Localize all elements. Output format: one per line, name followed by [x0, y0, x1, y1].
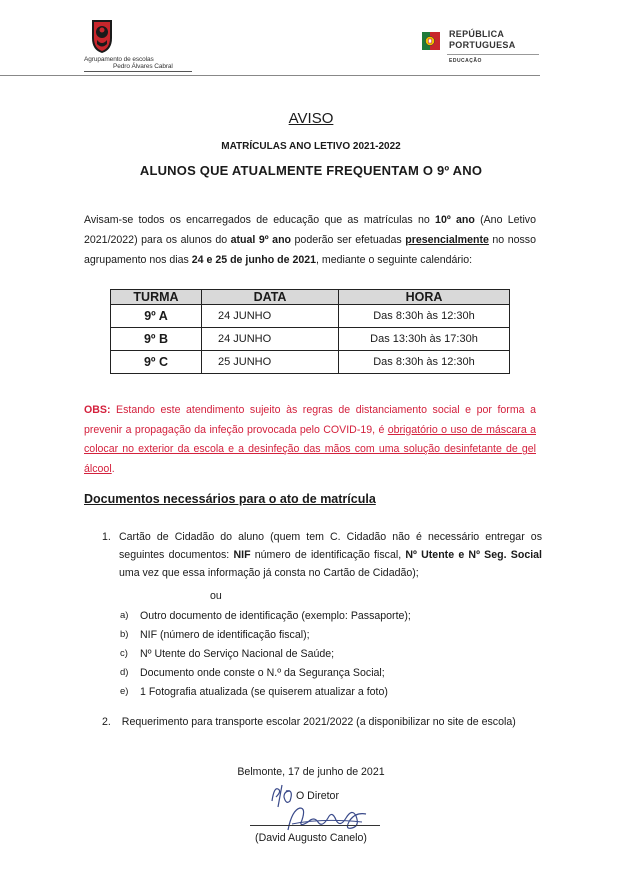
signature-scribble-icon: [282, 800, 372, 834]
cell-data: 24 JUNHO: [202, 328, 339, 351]
republic-emblem-icon: [420, 30, 442, 52]
intro-paragraph: Avisam-se todos os encarregados de educação que as matrículas no 10º ano (Ano Letivo 2021/2022) para os alunos do atual 9º ano poderão ser efetuadas presencialmente no nosso agrupamento nos dias 24 e 25 de junho de 2021, mediante o seguinte calendário:: [84, 214, 536, 266]
list-item: [120, 647, 334, 661]
item-letter: a): [120, 610, 129, 621]
cell-hora: Das 8:30h às 12:30h: [339, 305, 510, 328]
header-divider: [0, 75, 540, 76]
cell-turma: 9º B: [111, 328, 202, 351]
list-item: [120, 685, 388, 699]
republic-line2: PORTUGUESA: [449, 40, 516, 50]
cell-data: 24 JUNHO: [202, 305, 339, 328]
header-turma: TURMA: [111, 290, 202, 305]
school-logo-icon: [88, 18, 116, 54]
list-item: [102, 716, 516, 728]
item-number: 1.: [102, 531, 111, 543]
item-text: Requerimento para transporte escolar 2021/2022 (a disponibilizar no site de escola): [121, 716, 516, 728]
signature-line: [250, 825, 380, 826]
item-text: Outro documento de identificação (exemplo: Passaporte);: [140, 610, 411, 622]
list-item: [120, 628, 310, 642]
schedule-table: [110, 289, 510, 374]
item-letter: c): [120, 648, 128, 659]
cell-data: 25 JUNHO: [202, 351, 339, 374]
list-item: [102, 528, 542, 582]
signature-date: Belmonte, 17 de junho de 2021: [237, 766, 385, 778]
item-text: NIF (número de identificação fiscal);: [140, 629, 310, 641]
subtitle-enrollment: MATRÍCULAS ANO LETIVO 2021-2022: [221, 141, 401, 152]
table-row: [111, 351, 510, 374]
school-name-line1: Agrupamento de escolas: [84, 56, 154, 63]
school-divider: [84, 71, 192, 72]
item-text: Nº Utente do Serviço Nacional de Saúde;: [140, 648, 335, 660]
education-divider: [447, 54, 539, 55]
header-data: DATA: [202, 290, 339, 305]
header-hora: HORA: [339, 290, 510, 305]
table-row: [111, 328, 510, 351]
education-label: EDUCAÇÃO: [449, 58, 482, 64]
item-letter: e): [120, 686, 129, 697]
obs-notice: OBS: Estando este atendimento sujeito às regras de distanciamento social e por forma a prevenir a propagação da infeção provocada pelo COVID-19, é obrigatório o uso de máscara a colocar no exterior da escola e a desinfeção das mãos com uma solução desinfetante de gel álcool.: [84, 404, 536, 475]
item-letter: d): [120, 667, 129, 678]
signature-role: O Diretor: [296, 790, 339, 802]
item-letter: b): [120, 629, 129, 640]
documents-heading: Documentos necessários para o ato de matrícula: [84, 492, 376, 506]
table-row: [111, 305, 510, 328]
list-item: [120, 666, 385, 680]
or-separator: ou: [210, 590, 222, 602]
subtitle-students: ALUNOS QUE ATUALMENTE FREQUENTAM O 9º ANO: [139, 163, 483, 178]
cell-turma: 9º A: [111, 305, 202, 328]
school-name-line2: Pedro Álvares Cabral: [113, 63, 173, 70]
cell-turma: 9º C: [111, 351, 202, 374]
obs-label: OBS:: [84, 404, 111, 416]
director-name: (David Augusto Canelo): [255, 832, 367, 844]
republic-line1: REPÚBLICA: [449, 29, 505, 39]
item-text: Cartão de Cidadão do aluno (quem tem C. Cidadão não é necessário entregar os seguintes documentos: NIF número de identificação fiscal, Nº Utente e Nº Seg. Social uma vez que essa informação já consta no Cartão de Cidadão);: [119, 531, 542, 579]
item-text: 1 Fotografia atualizada (se quiserem atualizar a foto): [140, 686, 388, 698]
table-header-row: [111, 290, 510, 305]
cell-hora: Das 8:30h às 12:30h: [339, 351, 510, 374]
page-title: AVISO: [288, 110, 334, 127]
cell-hora: Das 13:30h às 17:30h: [339, 328, 510, 351]
item-number: 2.: [102, 716, 111, 728]
item-text: Documento onde conste o N.º da Segurança Social;: [140, 667, 385, 679]
list-item: [120, 609, 411, 623]
